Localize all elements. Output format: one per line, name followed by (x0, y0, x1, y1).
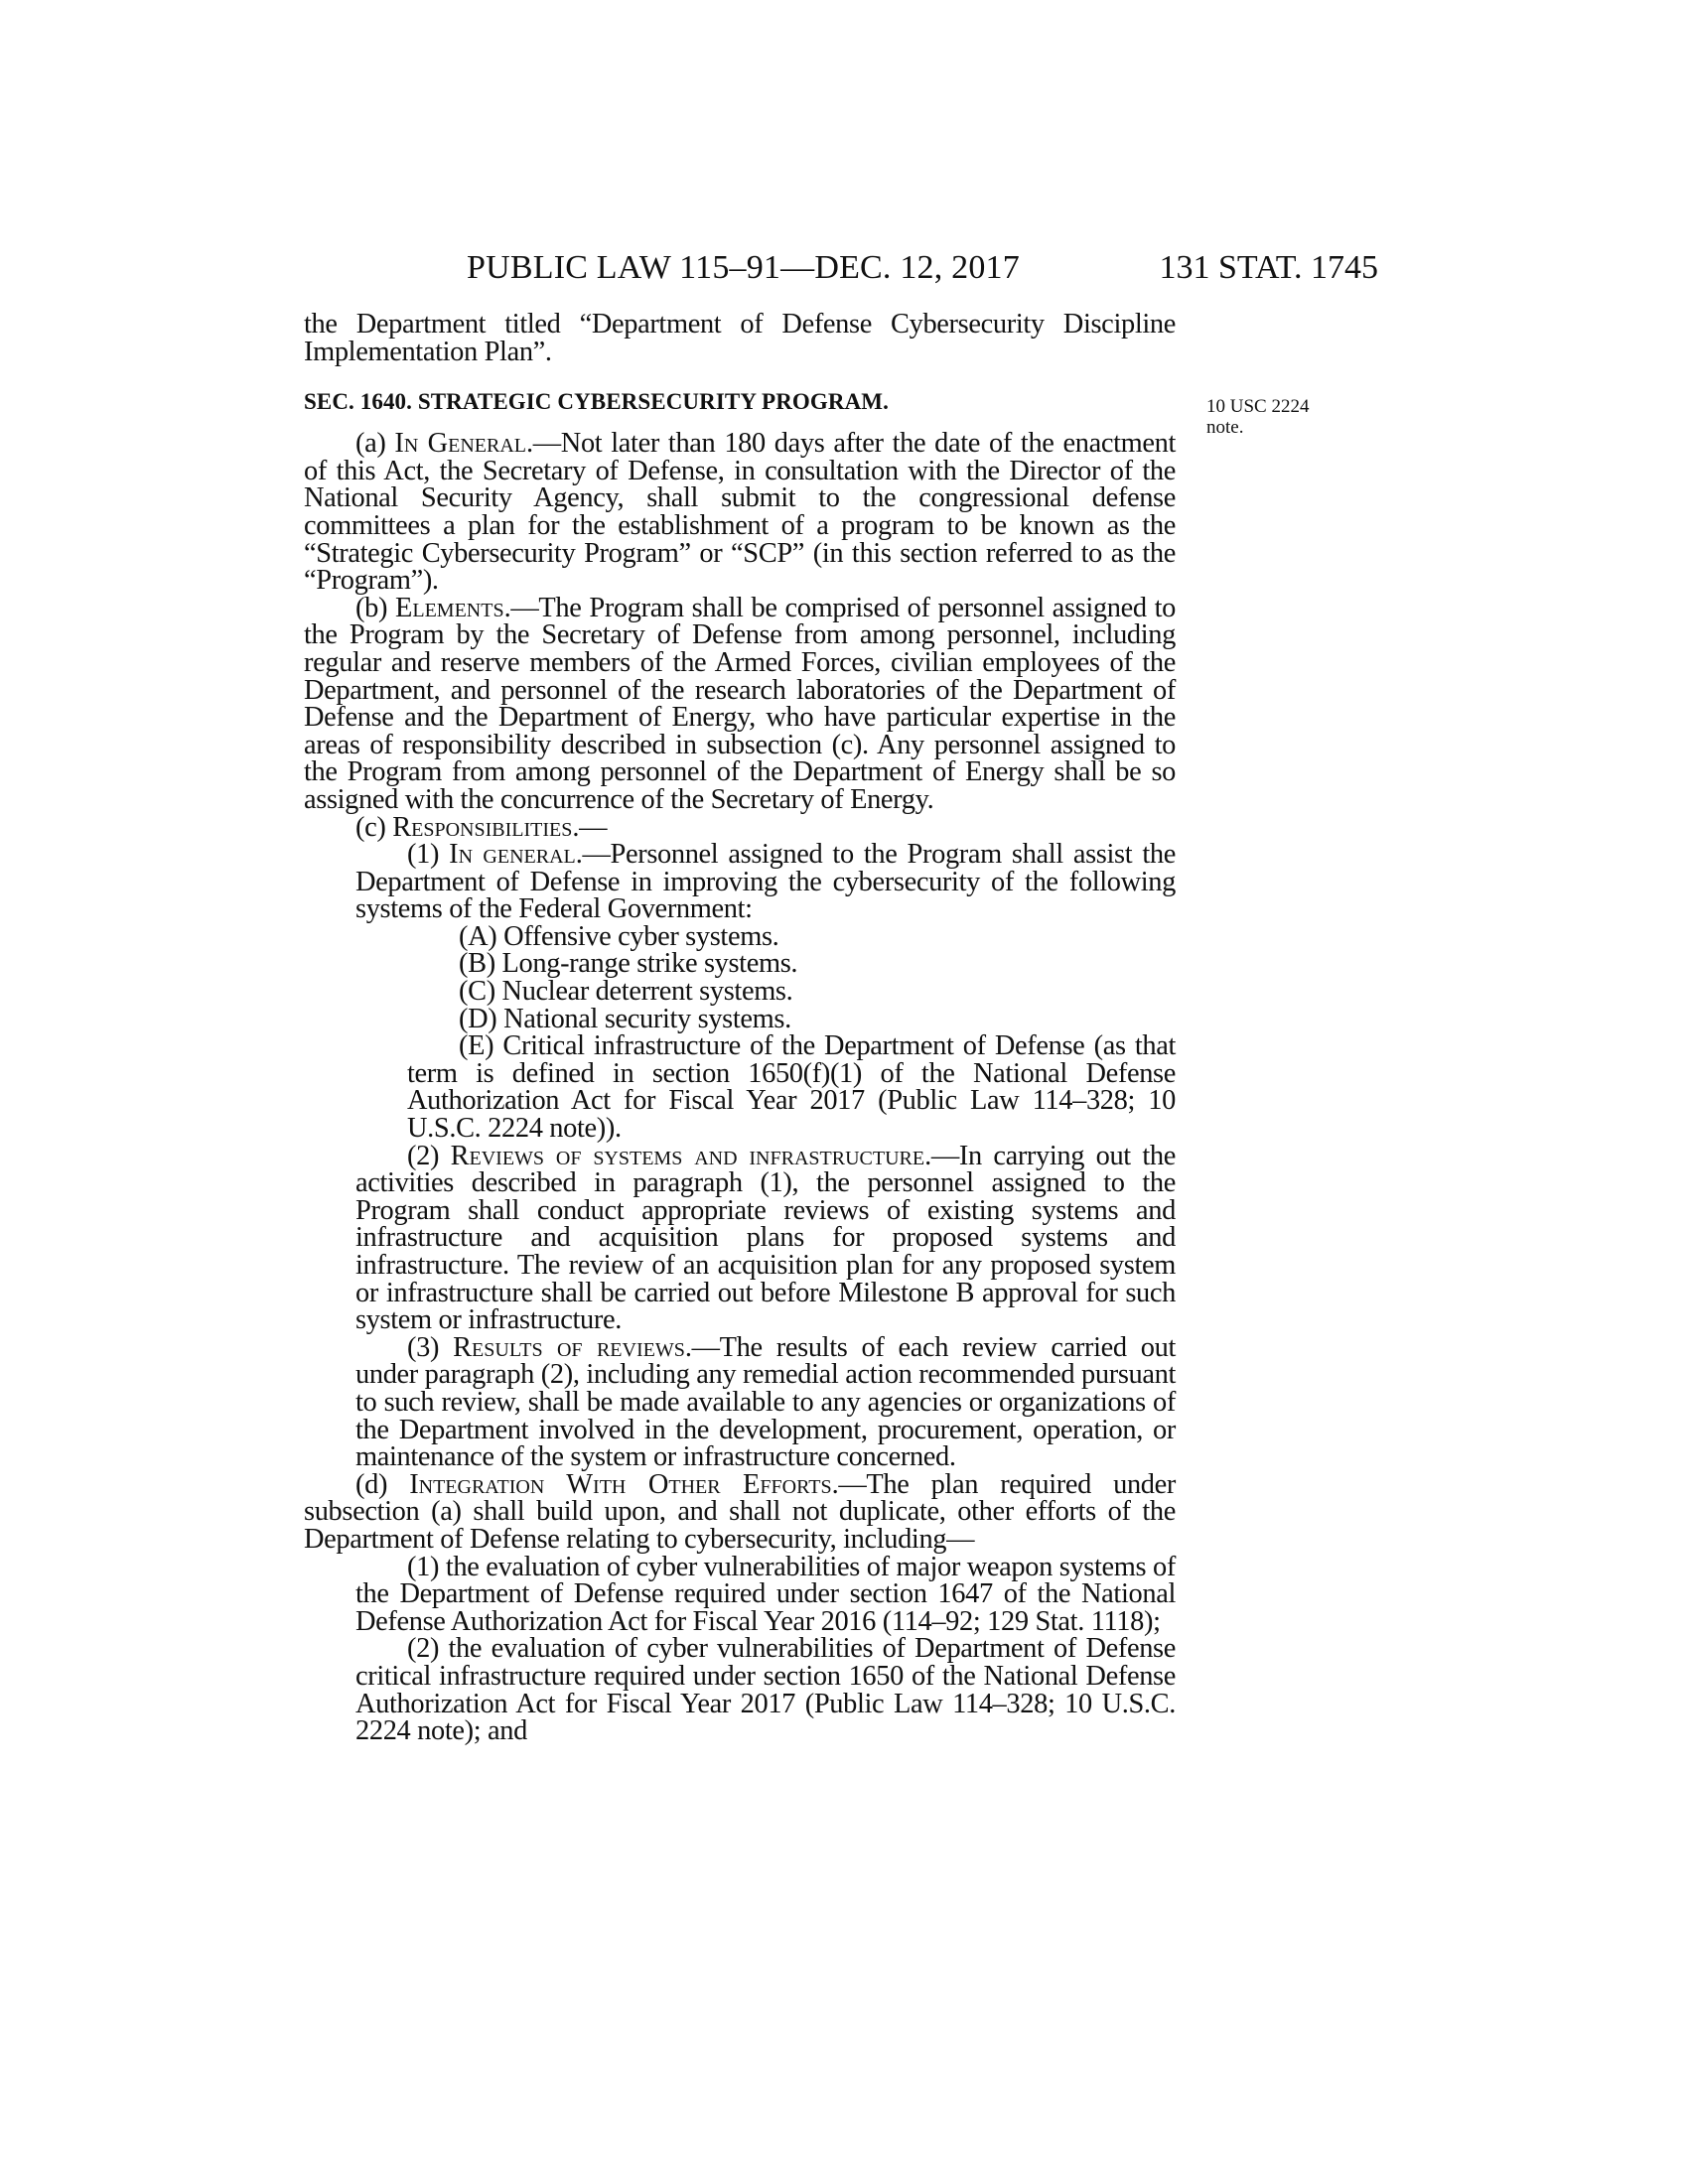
subsection-b-text: .—The Program shall be comprised of personnel assigned to the Program by the Secretary of Defense from among personnel, including regular and reserve members of the Armed Forces, civilian employees of the Department, and personnel of the research laboratories of the Department of Defense and the Department of Energy, who have particular expertise in the areas of responsibility described in subsection (c). Any personnel assigned to the Program from among personnel of the Department of Energy shall be so assigned with the concurrence of the Secretary of Energy. (304, 592, 1176, 815)
continued-paragraph: the Department titled “Department of Defense Cybersecurity Discipline Implementation Plan”. (304, 309, 1176, 367)
margin-note-citation: 10 USC 2224 (1206, 396, 1310, 417)
subsection-a-label: (a) (355, 428, 395, 460)
running-header-title: PUBLIC LAW 115–91—DEC. 12, 2017 (467, 249, 1020, 286)
paragraph-c2-heading: Reviews of systems and infrastructure (450, 1140, 925, 1171)
paragraph-c1-label: (1) (407, 839, 450, 871)
paragraph-c2-label: (2) (407, 1140, 451, 1171)
paragraph-c3 (355, 1331, 1176, 1473)
paragraph-c1-heading: In general (449, 839, 576, 871)
subsection-a (304, 430, 1176, 595)
subsection-a-text: .—Not later than 180 days after the date of the enactment of this Act, the Secretary of Defense, in consultation with the Director of the National Security Agency, shall submit to the congressional defense committees a plan for the establishment of a program to be known as the “Strategic Cybersecurity Program” or “SCP” (in this section referred to as the “Program”). (304, 428, 1176, 597)
paragraph-c3-label: (3) (407, 1331, 454, 1363)
subsection-d-heading: Integration With Other Efforts (409, 1468, 832, 1500)
list-item: (C) Nuclear deterrent systems. (459, 976, 793, 1008)
paragraph-c3-heading: Results of reviews (453, 1331, 685, 1363)
paragraph-c1-text: .—Personnel assigned to the Program shall assist the Department of Defense in improving the cybersecurity of the following systems of the Federal Government: (355, 839, 1176, 925)
subsection-b-heading: Elements (395, 592, 504, 623)
margin-note (1206, 396, 1309, 438)
paragraph-c2 (355, 1140, 1176, 1336)
subsection-d (304, 1468, 1176, 1555)
paragraph-c1 (355, 841, 1176, 923)
margin-note-suffix: note. (1206, 417, 1244, 438)
subsection-c-text: .— (572, 811, 608, 843)
subsection-c-heading: Responsibilities (392, 811, 573, 843)
subsection-b (304, 592, 1176, 815)
list-item: (E) Critical infrastructure of the Department of Defense (as that term is defined in section 1650(f)(1) of the National Defense Authorization Act for Fiscal Year 2017 (Public Law 114–328; 10 U.S.C. 2224 note)). (407, 1030, 1176, 1145)
subsection-b-label: (b) (355, 592, 396, 623)
paragraph-c2-text: .—In carrying out the activities described in paragraph (1), the personnel assigned to the Program shall conduct appropriate reviews of existing systems and infrastructure and acquisition plans for proposed systems and infrastructure. The review of an acquisition plan for any proposed system or infrastructure shall be carried out before Milestone B approval for such system or infrastructure. (355, 1140, 1176, 1336)
paragraph-d1: (1) the evaluation of cyber vulnerabilities of major weapon systems of the Department of Defense required under section 1647 of the National Defense Authorization Act for Fiscal Year 2016 (114–92; 129 Stat. 1118); (355, 1551, 1176, 1637)
subsection-c-label: (c) (355, 811, 393, 843)
subsection-c (304, 811, 1176, 843)
subsection-d-text: .—The plan required under subsection (a) shall build upon, and shall not duplicate, other efforts of the Department of Defense relating to cybersecurity, including— (304, 1468, 1176, 1555)
list-item: (D) National security systems. (459, 1003, 791, 1034)
paragraph-c3-text: .—The results of each review carried out under paragraph (2), including any remedial action recommended pursuant to such review, shall be made available to any agencies or organizations of the Department involved in the development, procurement, operation, or maintenance of the system or infrastructure concerned. (355, 1331, 1176, 1473)
subsection-a-heading: In General (394, 428, 526, 460)
page-number: 131 STAT. 1745 (1159, 249, 1378, 286)
section-heading: SEC. 1640. STRATEGIC CYBERSECURITY PROGRAM. (304, 389, 889, 415)
list-item: (A) Offensive cyber systems. (459, 920, 779, 952)
statute-text (304, 311, 1176, 1745)
subsection-d-label: (d) (355, 1468, 410, 1500)
paragraph-d2: (2) the evaluation of cyber vulnerabilities of Department of Defense critical infrastructure required under section 1650 of the National Defense Authorization Act for Fiscal Year 2017 (Public Law 114–328; 10 U.S.C. 2224 note); and (355, 1633, 1176, 1747)
list-item: (B) Long-range strike systems. (459, 948, 798, 980)
